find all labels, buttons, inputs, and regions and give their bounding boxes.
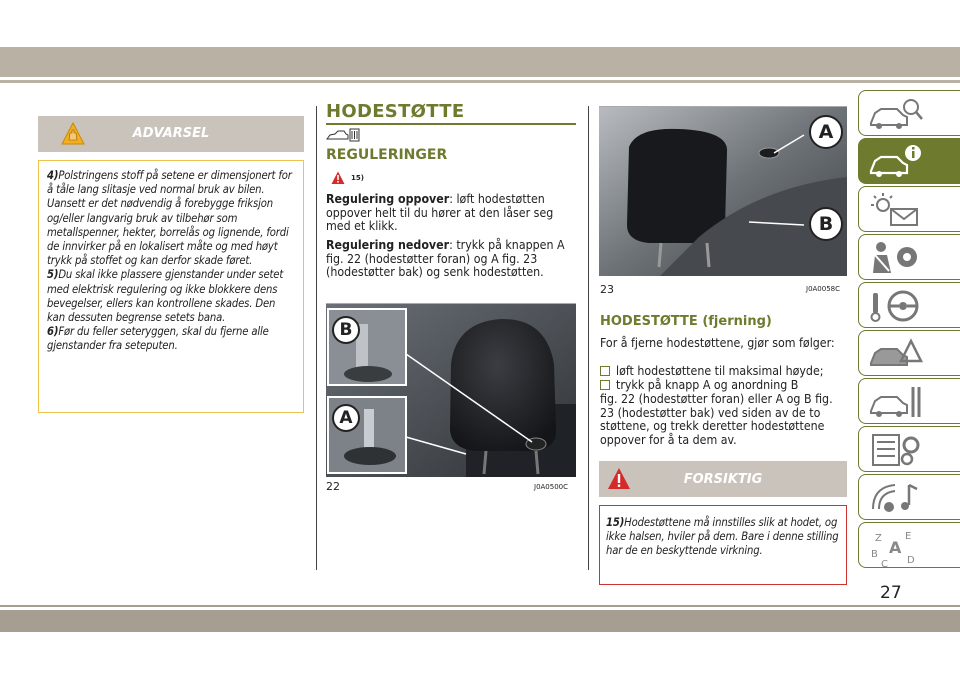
callout-a: A: [332, 404, 360, 432]
adjust-down-label: Regulering nedover: [326, 238, 450, 252]
page-number: 27: [880, 583, 902, 603]
forsiktig-title: FORSIKTIG: [683, 472, 763, 487]
media-music-icon: [867, 479, 927, 517]
note-ref: 6): [47, 325, 59, 339]
note-ref: 15): [606, 516, 625, 529]
steering-key-icon: [867, 287, 927, 325]
sidebar-tab-starting-driving[interactable]: [858, 282, 960, 328]
title-rule: [326, 123, 576, 125]
removal-title: HODESTØTTE (fjerning): [600, 314, 772, 329]
sidebar-tab-index[interactable]: [858, 522, 960, 568]
lights-message-icon: [867, 191, 927, 229]
sidebar-tab-maintenance[interactable]: [858, 378, 960, 424]
note-text: Du skal ikke plassere gjenstander under setet med elektrisk regulering og ikke blokkere dens bevegelser, ellers kan kontrollene skades. Den kan dessuten begrense setets bana.: [47, 268, 284, 325]
removal-step: [600, 365, 850, 379]
figure-22-photo: [326, 303, 576, 477]
figure-23-number: 23: [600, 283, 614, 296]
sidebar-tab-emergency[interactable]: [858, 330, 960, 376]
sidebar-tab-multimedia[interactable]: [858, 474, 960, 520]
adjust-down-text: : trykk på knappen A fig. 22 (hodestøtter foran) og A fig. 23 (hodestøtter bak) og senk hodestøtten.: [326, 238, 565, 280]
column-divider: [588, 106, 589, 570]
figure-23-code: J0A0058C: [806, 285, 841, 293]
adjust-down-paragraph: [326, 239, 576, 280]
warning-ref: 15): [351, 174, 364, 182]
note-text: Hodestøttene må innstilles slik at hodet, og ikke halsen, hviler på dem. Bare i denne stilling har de en beskyttende virkning.: [606, 516, 839, 558]
seatbelt-airbag-icon: [867, 239, 927, 277]
note-ref: 5): [47, 268, 59, 282]
warning-triangle-icon: [331, 171, 345, 185]
removal-intro: For å fjerne hodestøttene, gjør som følger:: [600, 336, 835, 350]
advarsel-header: [38, 116, 304, 152]
callout-b: B: [332, 316, 360, 344]
header-band: [0, 47, 960, 77]
figure-22-number: 22: [326, 480, 340, 493]
note-text: Polstringens stoff på setene er dimensjonert for å tåle lang slitasje ved normal bruk av bilen. Uansett er det nødvendig å forebygge friksjon og/eller langvarig bruk av tilbehør som metallspenner, hekter, borrelås og lignende, fordi de innvirker på en lokalisert måte og med høyt trykk på stoffet og kan derfor skade føret.: [47, 169, 292, 268]
adjust-up-paragraph: [326, 193, 576, 234]
sidebar-tab-vehicle-knowledge[interactable]: [858, 90, 960, 136]
svg-text:D: D: [907, 555, 915, 566]
sidebar-tab-lights-messages[interactable]: [858, 186, 960, 232]
removal-step-text: trykk på knapp A og anordning B: [616, 378, 799, 392]
sidebar-tab-technical-data[interactable]: [858, 426, 960, 472]
adjust-up-label: Regulering oppover: [326, 192, 450, 206]
forsiktig-header: [599, 461, 847, 497]
sidebar-tab-dashboard[interactable]: [858, 138, 960, 184]
svg-text:C: C: [881, 559, 888, 569]
svg-text:E: E: [905, 531, 912, 542]
vehicle-variant-icon: [326, 128, 360, 142]
index-abc-icon: [867, 527, 927, 569]
removal-body: fig. 22 (hodestøtter foran) eller A og B fig. 23 (hodestøtter bak) ved siden av de to støttene, og trekk deretter hodestøttene oppover for å ta dem av.: [600, 392, 833, 447]
subsection-title: REGULERINGER: [326, 147, 448, 163]
forsiktig-body: [599, 505, 847, 585]
svg-text:A: A: [889, 538, 902, 557]
car-service-icon: [867, 383, 927, 421]
adjust-up-text: : løft hodestøtten oppover helt til du hører at den låser seg med et klikk.: [326, 192, 554, 234]
advarsel-box: [38, 116, 304, 413]
removal-step-text: løft hodestøttene til maksimal høyde;: [616, 364, 824, 378]
car-search-icon: [867, 95, 927, 133]
footer-band: [0, 610, 960, 632]
car-info-icon: [867, 143, 927, 181]
checkbox-icon: [600, 366, 610, 376]
car-emergency-icon: [867, 335, 927, 373]
callout-a: A: [809, 115, 843, 149]
advarsel-title: ADVARSEL: [132, 126, 210, 141]
note-text: Før du feller seteryggen, skal du fjerne alle gjenstander fra seteputen.: [47, 325, 269, 353]
svg-text:Z: Z: [875, 533, 882, 544]
column-divider: [316, 106, 317, 570]
checkbox-icon: [600, 380, 610, 390]
removal-step: [600, 379, 850, 393]
advarsel-body: [38, 160, 304, 413]
callout-b: B: [809, 207, 843, 241]
svg-text:B: B: [871, 549, 878, 560]
figure-22-code: J0A0500C: [534, 483, 569, 491]
section-title: HODESTØTTE: [326, 101, 465, 122]
sidebar-tab-safety[interactable]: [858, 234, 960, 280]
specs-gear-icon: [867, 431, 927, 469]
note-ref: 4): [47, 169, 59, 182]
figure-23-photo: [599, 106, 847, 276]
